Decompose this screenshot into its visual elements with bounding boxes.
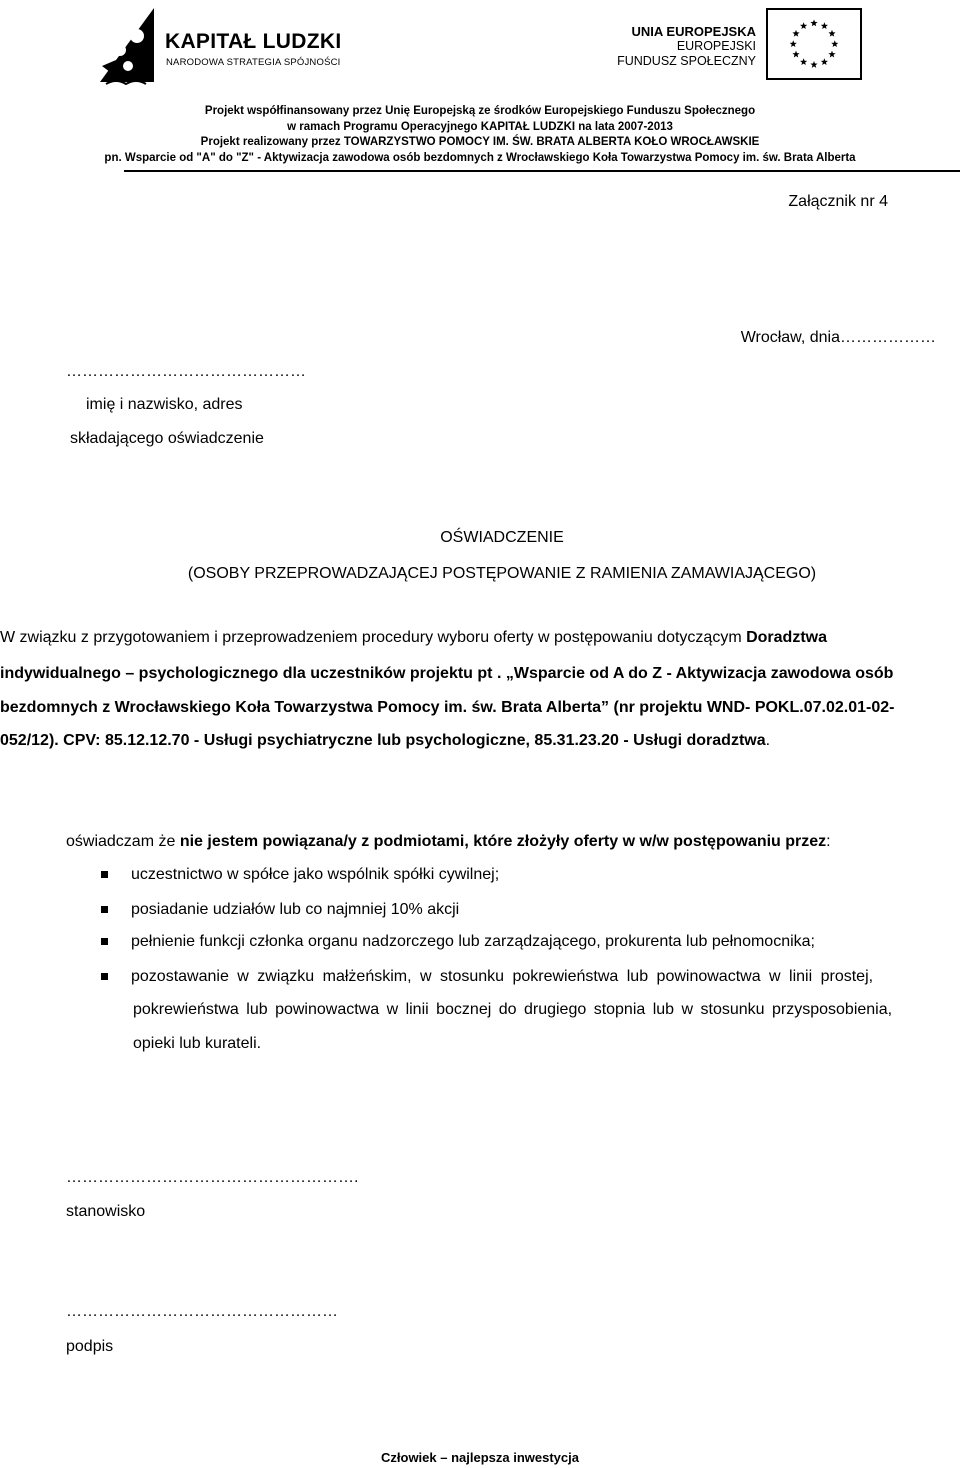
eu-star-icon (821, 58, 828, 65)
bullet-marker-icon (101, 973, 108, 980)
eu-star-icon (810, 19, 817, 26)
signature-dots: …………………………………………… (66, 1303, 338, 1320)
annex-label: Załącznik nr 4 (788, 193, 888, 210)
eu-star-icon (800, 22, 807, 29)
kapital-ludzki-logo (92, 6, 362, 88)
header-line-implementer: Projekt realizowany przez TOWARZYSTWO POMOCY IM. ŚW. BRATA ALBERTA KOŁO WROCŁAWSKIE (200, 136, 760, 148)
eu-star-icon (810, 61, 817, 68)
declarant-label-name: imię i nazwisko, adres (86, 396, 243, 413)
kapital-ludzki-subtitle: NARODOWA STRATEGIA SPÓJNOŚCI (166, 57, 341, 68)
bullet-marker-icon (101, 938, 108, 945)
place-date: Wrocław, dnia……………… (740, 329, 936, 346)
kapital-ludzki-emblem-icon (92, 6, 162, 88)
eu-star-icon (790, 40, 797, 47)
kapital-ludzki-title: KAPITAŁ LUDZKI (165, 30, 342, 53)
intro-line-1-normal: W związku z przygotowaniem i przeprowadzeniem procedury wyboru oferty w postępowaniu dotyczącym (0, 629, 747, 646)
statement-prefix: oświadczam że (66, 833, 180, 850)
bullet-item-4-cont-1: pokrewieństwa lub powinowactwa w linii bocznej do drugiego stopnia lub w stosunku przysposobienia, (133, 1001, 893, 1018)
eu-logo (617, 8, 862, 80)
document-title: OŚWIADCZENIE (440, 529, 564, 546)
eu-star-icon (828, 51, 835, 58)
intro-line-4-end: . (765, 732, 771, 749)
intro-line-3: bezdomnych z Wrocławskiego Koła Towarzystwa Pomocy im. św. Brata Alberta” (nr projektu WND- POKL.07.02.01-02- (0, 699, 895, 716)
eu-star-icon (800, 58, 807, 65)
intro-line-2: indywidualnego – psychologicznego dla uczestników projektu pt . „Wsparcie od A do Z - Aktywizacja zawodowa osób (0, 665, 894, 682)
bullet-item-1: uczestnictwo w spółce jako wspólnik spółki cywilnej; (131, 866, 500, 883)
statement-line (66, 832, 831, 852)
eu-star-icon (792, 30, 799, 37)
header-line-project-name: pn. Wsparcie od "A" do "Z" - Aktywizacja zawodowa osób bezdomnych z Wrocławskiego Koła Towarzystwa Pomocy im. św. Brata Alberta (104, 152, 856, 164)
footer-slogan: Człowiek – najlepsza inwestycja (381, 1450, 579, 1465)
eu-logo-line1: UNIA EUROPEJSKA (631, 24, 756, 39)
header-line-cofinanced: Projekt współfinansowany przez Unię Europejską ze środków Europejskiego Funduszu Społecznego (204, 105, 756, 117)
intro-line-1-bold: Doradztwa (746, 629, 827, 646)
declarant-dots: ……………………………………… (66, 363, 306, 380)
statement-bold: nie jestem powiązana/y z podmiotami, które złożyły oferty w w/w postępowaniu przez (179, 833, 827, 850)
eu-logo-line3: FUNDUSZ SPOŁECZNY (617, 54, 756, 68)
position-label: stanowisko (66, 1203, 146, 1220)
declarant-label-role: składającego oświadczenie (70, 430, 264, 447)
bullet-marker-icon (101, 906, 108, 913)
eu-logo-line2: EUROPEJSKI (676, 39, 756, 53)
bullet-marker-icon (101, 871, 108, 878)
header-line-programme: w ramach Programu Operacyjnego KAPITAŁ LUDZKI na lata 2007-2013 (287, 121, 673, 133)
bullet-item-4-cont-2: opieki lub kurateli. (133, 1035, 262, 1052)
eu-star-icon (792, 51, 799, 58)
bullet-item-3: pełnienie funkcji członka organu nadzorczego lub zarządzającego, prokurenta lub pełnomocnika; (131, 933, 815, 950)
document-subtitle: (OSOBY PRZEPROWADZAJĄCEJ POSTĘPOWANIE Z RAMIENIA ZAMAWIAJĄCEGO) (187, 565, 817, 582)
eu-star-icon (821, 22, 828, 29)
header-divider (124, 170, 960, 172)
intro-line-1-text (0, 628, 827, 648)
eu-flag-icon (766, 8, 862, 80)
intro-line-4-wrap (0, 731, 770, 751)
intro-line-4: 052/12). CPV: 85.12.12.70 - Usługi psychiatryczne lub psychologiczne, 85.31.23.20 - Usługi doradztwa (0, 732, 766, 749)
eu-star-icon (831, 40, 838, 47)
bullet-item-2: posiadanie udziałów lub co najmniej 10% akcji (131, 901, 460, 918)
statement-suffix: : (826, 833, 831, 850)
eu-star-icon (828, 30, 835, 37)
signature-label: podpis (66, 1338, 114, 1355)
position-dots: ………………………………………………. (66, 1169, 359, 1186)
bullet-item-4: pozostawanie w związku małżeńskim, w stosunku pokrewieństwa lub powinowactwa w linii prostej, (131, 968, 874, 985)
